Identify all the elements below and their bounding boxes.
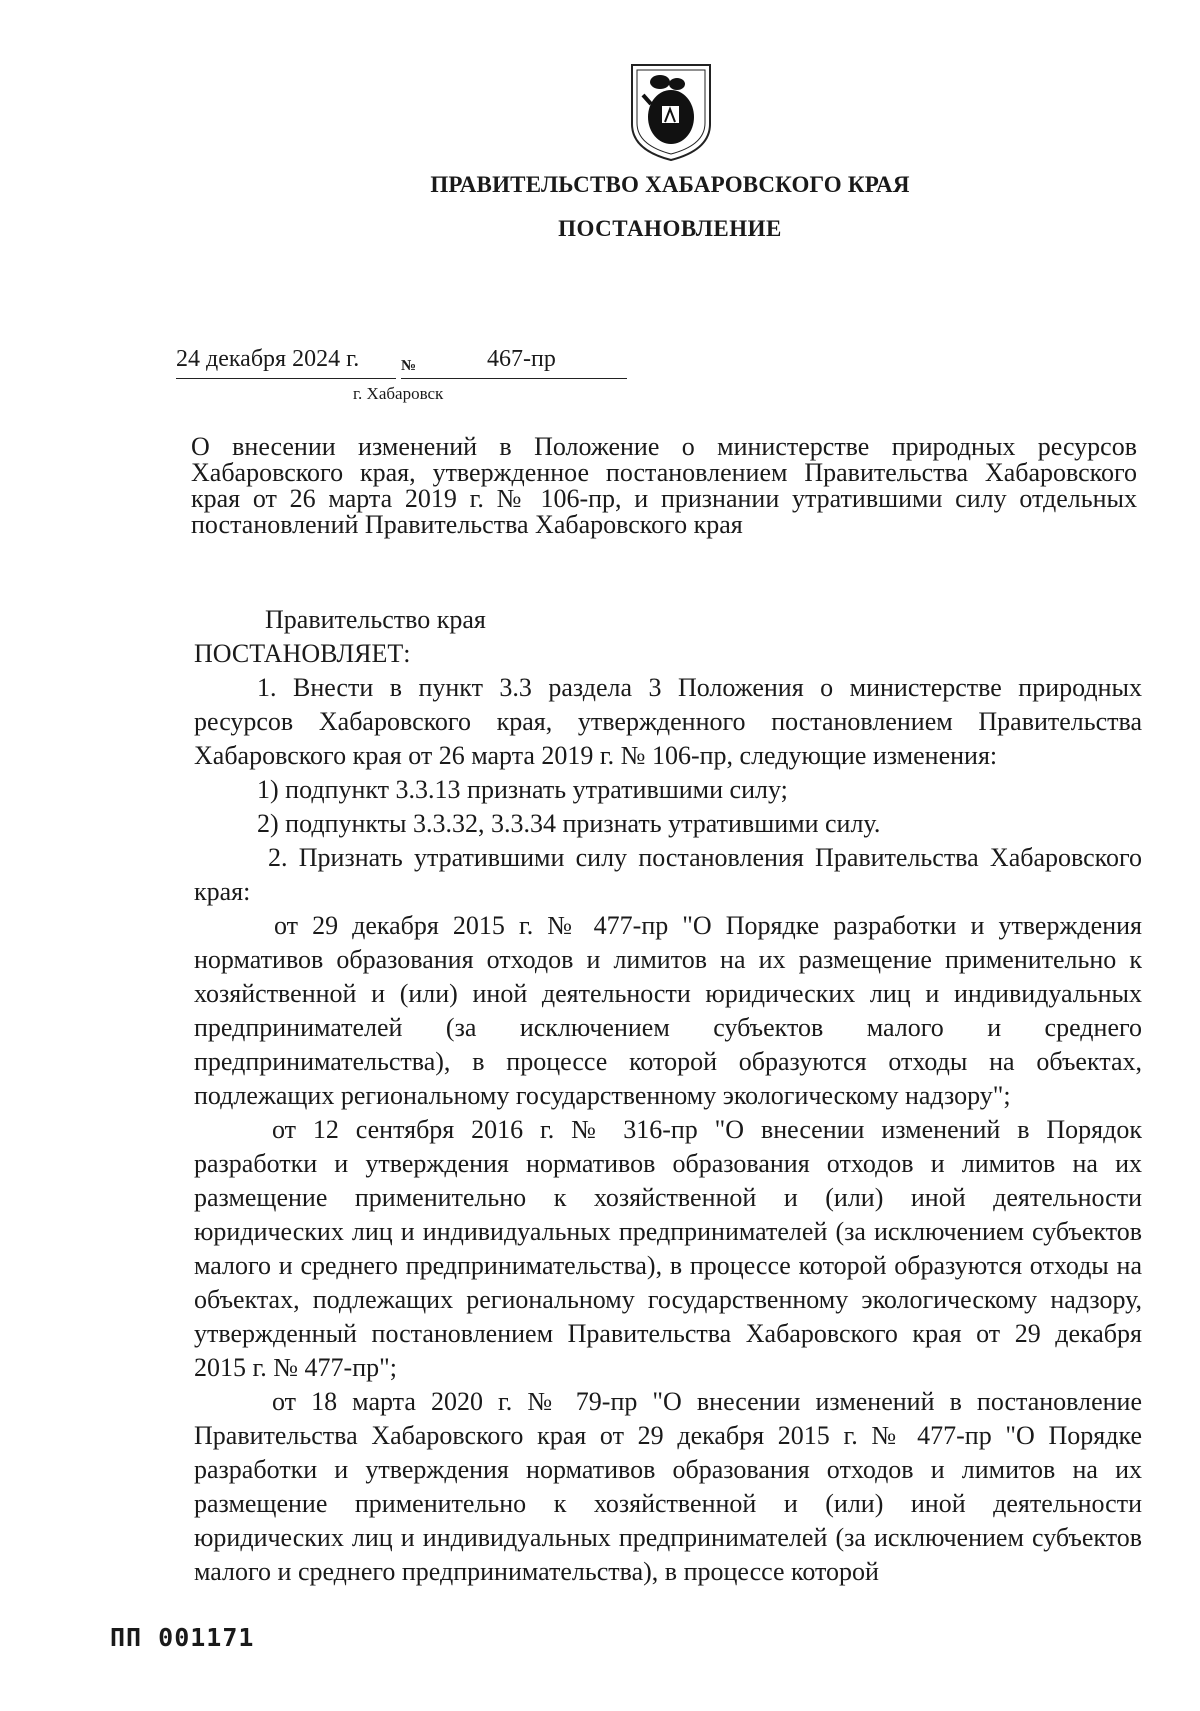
- document-body: [194, 603, 1142, 1589]
- document-city: г. Хабаровск: [353, 384, 444, 403]
- form-code: ПП 001171: [110, 1623, 255, 1652]
- repealed-decree-2: от 12 сентября 2016 г. № 316-пр "О внесении изменений в Порядок разработки и утверждения нормативов образования отходов и лимитов на их размещение применительно к хозяйственной и (или) иной деятельности юридических лиц и индивидуальных предпринимателей (за исключением субъектов малого и среднего предпринимательства), в процессе которой образуются отходы на объектах, подлежащих региональному государственному экологическому надзору, утвержденный постановлением Правительства Хабаровского края от 29 декабря 2015 г. № 477-пр";: [194, 1115, 1142, 1382]
- paragraph-2: 2. Признать утратившими силу постановления Правительства Хабаровского края:: [194, 843, 1142, 906]
- document-date: 24 декабря 2024 г.: [176, 346, 360, 372]
- date-underline: [176, 378, 396, 379]
- repealed-decree-3: от 18 марта 2020 г. № 79-пр "О внесении изменений в постановление Правительства Хабаровского края от 29 декабря 2015 г. № 477-пр "О Порядке разработки и утверждения нормативов образования отходов и лимитов на их размещение применительно к хозяйственной и (или) иной деятельности юридических лиц и индивидуальных предпринимателей (за исключением субъектов малого и среднего предпринимательства), в процессе которой: [194, 1387, 1142, 1586]
- document-number: 467-пр: [487, 346, 556, 372]
- subparagraph-1-2: 2) подпункты 3.3.32, 3.3.34 признать утратившими силу.: [257, 809, 881, 838]
- subparagraph-1-1: 1) подпункт 3.3.13 признать утратившими силу;: [257, 775, 788, 804]
- number-underline: [401, 378, 627, 379]
- document-subject: О внесении изменений в Положение о министерстве природных ресурсов Хабаровского края, утвержденное постановлением Правительства Хабаровского края от 26 марта 2019 г. № 106-пр, и признании утратившими силу отдельных постановлений Правительства Хабаровского края: [191, 432, 1137, 539]
- document-type: ПОСТАНОВЛЕНИЕ: [558, 216, 782, 241]
- paragraph-1: 1. Внести в пункт 3.3 раздела 3 Положения о министерстве природных ресурсов Хабаровского края, утвержденного постановлением Правительства Хабаровского края от 26 марта 2019 г. № 106-пр, следующие изменения:: [194, 673, 1142, 770]
- decree-line: ПОСТАНОВЛЯЕТ:: [194, 639, 411, 668]
- coat-of-arms-icon: [629, 62, 713, 162]
- number-sign: №: [401, 358, 417, 374]
- intro-line: Правительство края: [265, 605, 486, 634]
- government-title: ПРАВИТЕЛЬСТВО ХАБАРОВСКОГО КРАЯ: [430, 172, 910, 197]
- repealed-decree-1: от 29 декабря 2015 г. № 477-пр "О Порядке разработки и утверждения нормативов образования отходов и лимитов на их размещение применительно к хозяйственной и (или) иной деятельности юридических лиц и индивидуальных предпринимателей (за исключением субъектов малого и среднего предпринимательства), в процессе которой образуются отходы на объектах, подлежащих региональному государственному экологическому надзору";: [194, 911, 1142, 1110]
